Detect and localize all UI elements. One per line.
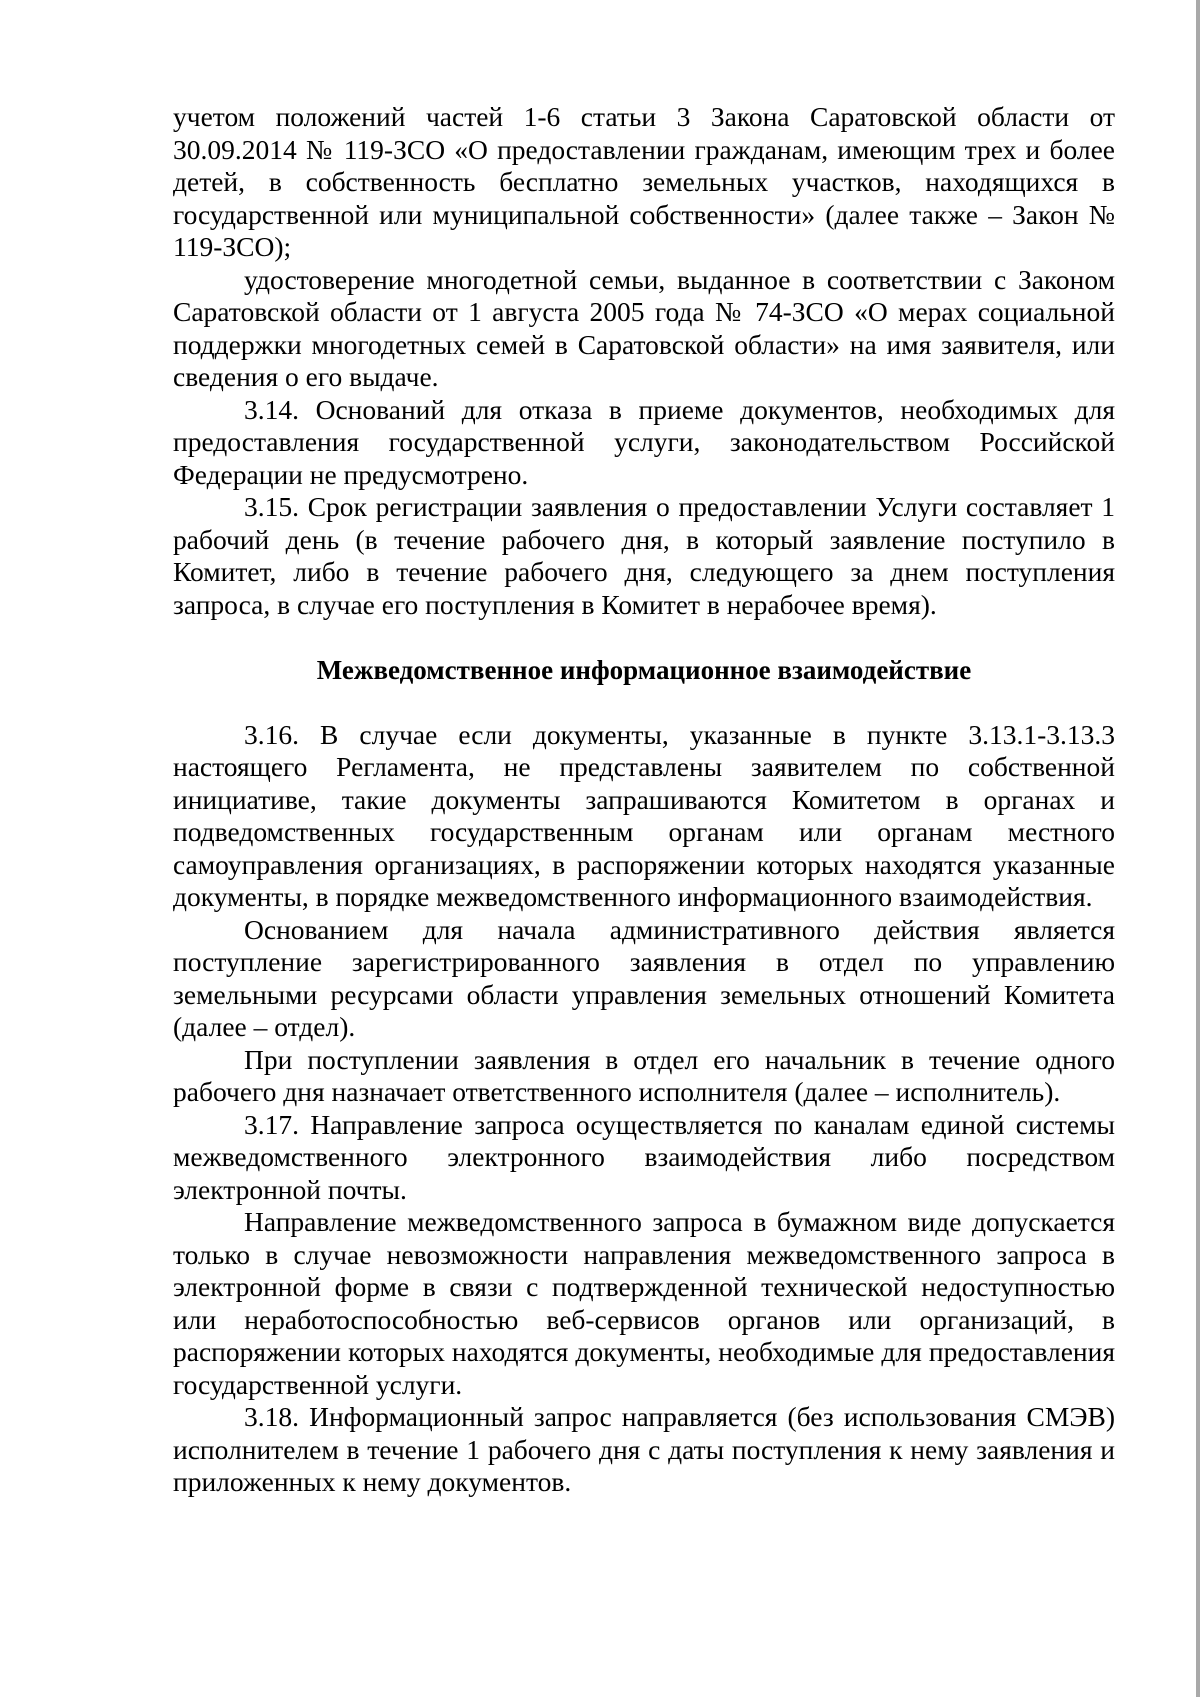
- paragraph-law-119-reference: учетом положений частей 1-6 статьи 3 Закона Саратовской области от 30.09.2014 № 119-ЗСО «О предоставлении гражданам, имеющим трех и более детей, в собственность бесплатно земельных участков, находящихся в государственной или муниципальной собственности» (далее также – Закон № 119-ЗСО);: [173, 101, 1115, 262]
- paragraph-assign-executor: При поступлении заявления в отдел его начальник в течение одного рабочего дня назначает ответственного исполнителя (далее – исполнитель).: [173, 1043, 1115, 1107]
- paragraph-3-17: 3.17. Направление запроса осуществляется по каналам единой системы межведомственного электронного взаимодействия либо посредством электронной почты.: [173, 1108, 1115, 1205]
- section-heading: Межведомственное информационное взаимодействие: [316, 655, 972, 685]
- paragraph-large-family-certificate: удостоверение многодетной семьи, выданное в соответствии с Законом Саратовской области от 1 августа 2005 года № 74-ЗСО «О мерах социальной поддержки многодетных семей в Саратовской области» на имя заявителя, или сведения о его выдаче.: [173, 263, 1115, 392]
- paragraph-3-15: 3.15. Срок регистрации заявления о предоставлении Услуги составляет 1 рабочий день (в течение рабочего дня, в который заявление поступило в Комитет, либо в течение рабочего дня, следующего за днем поступления запроса, в случае его поступления в Комитет в нерабочее время).: [173, 491, 1115, 620]
- paragraph-3-18: 3.18. Информационный запрос направляется (без использования СМЭВ) исполнителем в течение 1 рабочего дня с даты поступления к нему заявления и приложенных к нему документов.: [173, 1401, 1115, 1497]
- paragraph-grounds-for-action: Основанием для начала административного действия является поступление зарегистрированного заявления в отдел по управлению земельными ресурсами области управления земельных отношений Комитета (далее – отдел).: [173, 913, 1115, 1042]
- paragraph-3-16: 3.16. В случае если документы, указанные в пункте 3.13.1-3.13.3 настоящего Регламента, не представлены заявителем по собственной инициативе, такие документы запрашиваются Комитетом в органах и подведомственных государственным органам или органам местного самоуправления организациях, в распоряжении которых находятся указанные документы, в порядке межведомственного информационного взаимодействия.: [173, 718, 1115, 912]
- paragraph-paper-request: Направление межведомственного запроса в бумажном виде допускается только в случае невозможности направления межведомственного запроса в электронной форме в связи с подтвержденной технической недоступностью или неработоспособностью веб-сервисов органов или организаций, в распоряжении которых находятся документы, необходимые для предоставления государственной услуги.: [173, 1206, 1115, 1400]
- document-body: [173, 101, 1115, 1499]
- paragraph-3-14: 3.14. Оснований для отказа в приеме документов, необходимых для предоставления государственной услуги, законодательством Российской Федерации не предусмотрено.: [173, 393, 1115, 490]
- page-edge-divider: [1196, 0, 1200, 1697]
